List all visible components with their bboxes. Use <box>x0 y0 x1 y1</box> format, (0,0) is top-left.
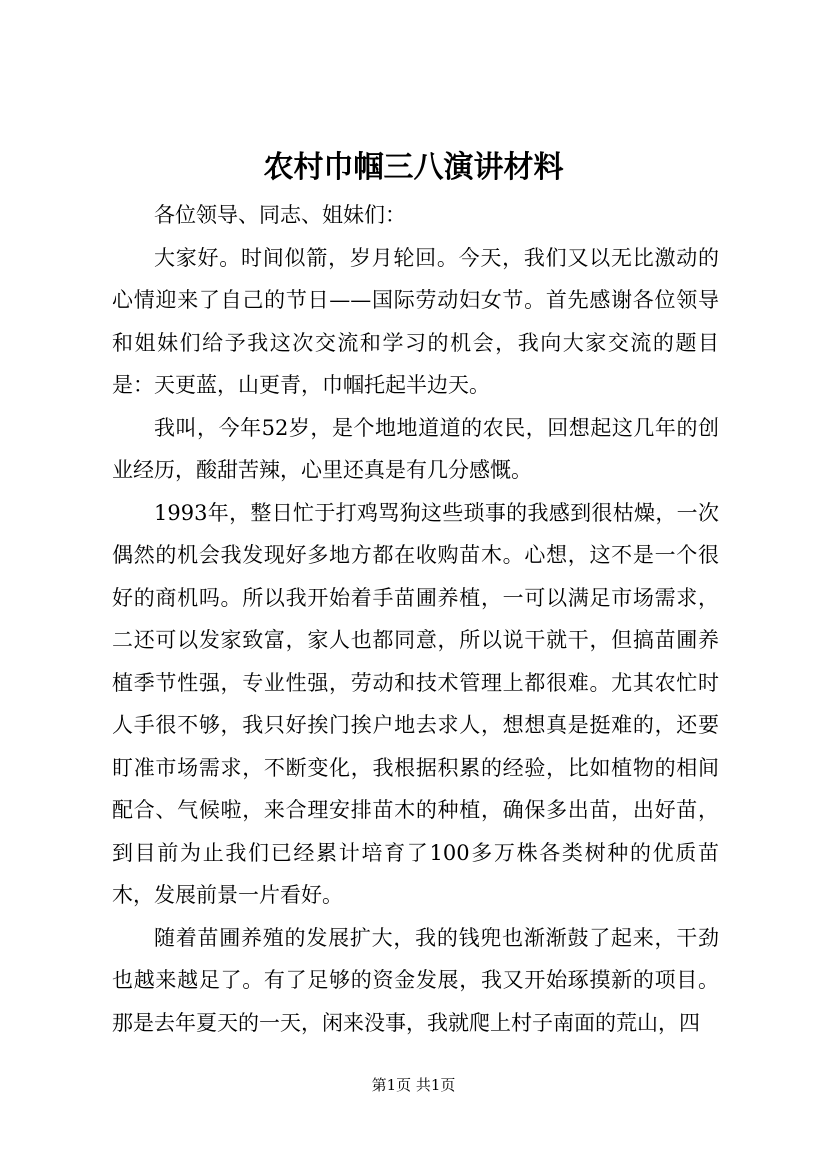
introduction-paragraph: 我叫，今年52岁，是个地地道道的农民，回想起这几年的创业经历，酸甜苦辣，心里还真是有几分感慨。 <box>112 415 719 482</box>
opening-paragraph: 大家好。时间似箭，岁月轮回。今天，我们又以无比激动的心情迎来了自己的节日——国际劳动妇女节。首先感谢各位领导和姐妹们给予我这次交流和学习的机会，我向大家交流的题目是：天更蓝，山更青，巾帼托起半边天。 <box>112 245 719 397</box>
salutation-paragraph: 各位领导、同志、姐妹们： <box>154 203 406 227</box>
document-body <box>112 194 719 1044</box>
expansion-paragraph: 随着苗圃养殖的发展扩大，我的钱兜也渐渐鼓了起来，干劲也越来越足了。有了足够的资金发展，我又开始琢摸新的项目。那是去年夏天的一天，闲来没事，我就爬上村子南面的荒山，四 <box>112 925 719 1035</box>
page-footer: 第1页 共1页 <box>371 1076 456 1094</box>
document-title: 农村巾帼三八演讲材料 <box>263 150 564 185</box>
nursery-history-paragraph: 1993年，整日忙于打鸡骂狗这些琐事的我感到很枯燥，一次偶然的机会我发现好多地方都在收购苗木。心想，这不是一个很好的商机吗。所以我开始着手苗圃养植，一可以满足市场需求，二还可以发家致富，家人也都同意，所以说干就干，但搞苗圃养植季节性强，专业性强，劳动和技术管理上都很难。尤其农忙时人手很不够，我只好挨门挨户地去求人，想想真是挺难的，还要盯准市场需求，不断变化，我根据积累的经验，比如植物的相间配合、气候啦，来合理安排苗木的种植，确保多出苗，出好苗，到目前为止我们已经累计培育了100多万株各类树种的优质苗木，发展前景一片看好。 <box>112 500 719 907</box>
